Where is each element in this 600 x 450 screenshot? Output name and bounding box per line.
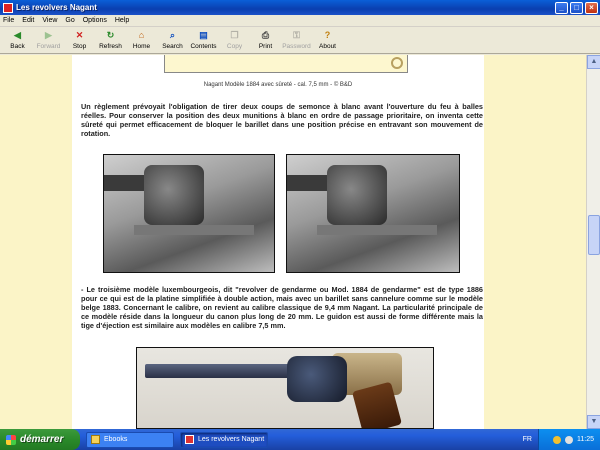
task-label: Ebooks <box>104 436 128 443</box>
task-les-revolvers-nagant[interactable] <box>180 432 268 448</box>
clock: 11:25 <box>577 436 594 443</box>
print-icon: ⎙ <box>261 30 270 40</box>
toolbar-refresh-button[interactable] <box>95 27 126 50</box>
task-label: Les revolvers Nagant <box>198 436 265 443</box>
toolbar-label: About <box>319 43 336 50</box>
scroll-up-icon[interactable]: ▲ <box>587 55 600 69</box>
stop-icon: ✕ <box>75 30 84 40</box>
toolbar-label: Back <box>10 43 25 50</box>
arrow-right-icon: ▶ <box>45 30 52 40</box>
scroll-thumb[interactable] <box>588 215 600 255</box>
app-icon <box>3 3 13 13</box>
toolbar-label: Search <box>162 43 183 50</box>
maximize-button[interactable]: □ <box>570 2 583 14</box>
toolbar <box>0 27 600 54</box>
password-icon: ⚿ <box>293 30 300 40</box>
menu-help[interactable]: Help <box>114 17 130 24</box>
menu-view[interactable]: View <box>42 17 58 24</box>
revolver-photo-left <box>103 154 275 273</box>
toolbar-label: Forward <box>36 43 61 50</box>
search-icon: ⌕ <box>169 30 176 40</box>
arrow-left-icon: ◀ <box>14 30 21 40</box>
photo-frame <box>317 225 437 235</box>
top-image-fragment <box>164 55 408 73</box>
toolbar-label: Refresh <box>99 43 122 50</box>
close-button[interactable]: × <box>585 2 598 14</box>
minimize-button[interactable]: _ <box>555 2 568 14</box>
photo-frame <box>134 225 254 235</box>
toolbar-label: Password <box>282 43 311 50</box>
photo-cylinder <box>144 165 204 225</box>
toolbar-print-button[interactable] <box>250 27 281 50</box>
taskbar <box>0 429 600 450</box>
photo-cylinder <box>327 165 387 225</box>
content-area <box>0 55 586 429</box>
scroll-down-icon[interactable]: ▼ <box>587 415 600 429</box>
start-label: démarrer <box>20 434 64 445</box>
revolver-photo-color <box>136 347 434 429</box>
task-ebooks[interactable] <box>86 432 174 448</box>
system-tray <box>538 429 600 450</box>
toolbar-back-button[interactable] <box>2 27 33 50</box>
toolbar-label: Copy <box>226 43 243 50</box>
ring-decoration <box>391 57 403 69</box>
tray-network-icon[interactable] <box>553 436 561 444</box>
toolbar-label: Contents <box>190 43 217 50</box>
window-title: Les revolvers Nagant <box>16 3 97 12</box>
menu-options[interactable]: Options <box>82 17 107 24</box>
toolbar-label: Print <box>258 43 273 50</box>
menu-edit[interactable]: Edit <box>22 17 35 24</box>
toolbar-label: Home <box>132 43 151 50</box>
contents-icon: ▤ <box>199 30 208 40</box>
toolbar-label: Stop <box>72 43 87 50</box>
copy-icon: ❐ <box>230 30 239 40</box>
revolver-photo-right <box>286 154 460 273</box>
toolbar-password-button[interactable] <box>281 27 312 50</box>
title-bar <box>0 0 600 15</box>
menu-go[interactable]: Go <box>65 17 75 24</box>
paragraph-1: Un règlement prévoyait l'obligation de tirer deux coups de semonce à blanc avant l'ouverture du feu à balles réelles. Pour conserver la position des deux munitions à blanc en ordre de passage prioritaire, on inventa cette sûreté qui permet efficacement de bloquer le barillet dans une position précise en entravant son mouvement de rotation. <box>81 102 483 138</box>
folder-icon <box>91 435 100 444</box>
tray-volume-icon[interactable] <box>565 436 573 444</box>
toolbar-search-button[interactable] <box>157 27 188 50</box>
refresh-icon: ↻ <box>106 30 115 40</box>
start-button[interactable] <box>0 429 80 450</box>
menu-file[interactable]: File <box>3 17 15 24</box>
toolbar-forward-button[interactable] <box>33 27 64 50</box>
toolbar-contents-button[interactable] <box>188 27 219 50</box>
windows-logo-icon <box>6 435 16 445</box>
app-icon <box>185 435 194 444</box>
document-page <box>72 55 484 429</box>
image-caption: Nagant Modèle 1884 avec sûreté - cal. 7,5 mm - © B&D <box>203 82 353 88</box>
toolbar-home-button[interactable] <box>126 27 157 50</box>
about-icon: ? <box>324 30 331 40</box>
gun-cylinder <box>287 356 347 402</box>
paragraph-2: - Le troisième modèle luxembourgeois, dit "revolver de gendarme ou Mod. 1884 de gendarme" est de type 1886 pour ce qui est de la platine simplifiée à double action, mais avec un barillet sans cannelure comme sur le modèle belge 1883. Concernant le calibre, on revient au calibre classique de 9,4 mm Nagant. La particularité principale de ce modèle réside dans la longueur du canon plus long de 20 mm. Le guidon est aussi de forme différente mais la tige d'éjection est similaire aux modèles en calibre 7,5 mm. <box>81 285 483 330</box>
toolbar-about-button[interactable] <box>312 27 343 50</box>
menu-bar <box>0 15 600 27</box>
toolbar-stop-button[interactable] <box>64 27 95 50</box>
home-icon: ⌂ <box>138 30 145 40</box>
toolbar-copy-button[interactable] <box>219 27 250 50</box>
vertical-scrollbar[interactable] <box>586 55 600 429</box>
language-indicator[interactable]: FR <box>522 436 532 443</box>
